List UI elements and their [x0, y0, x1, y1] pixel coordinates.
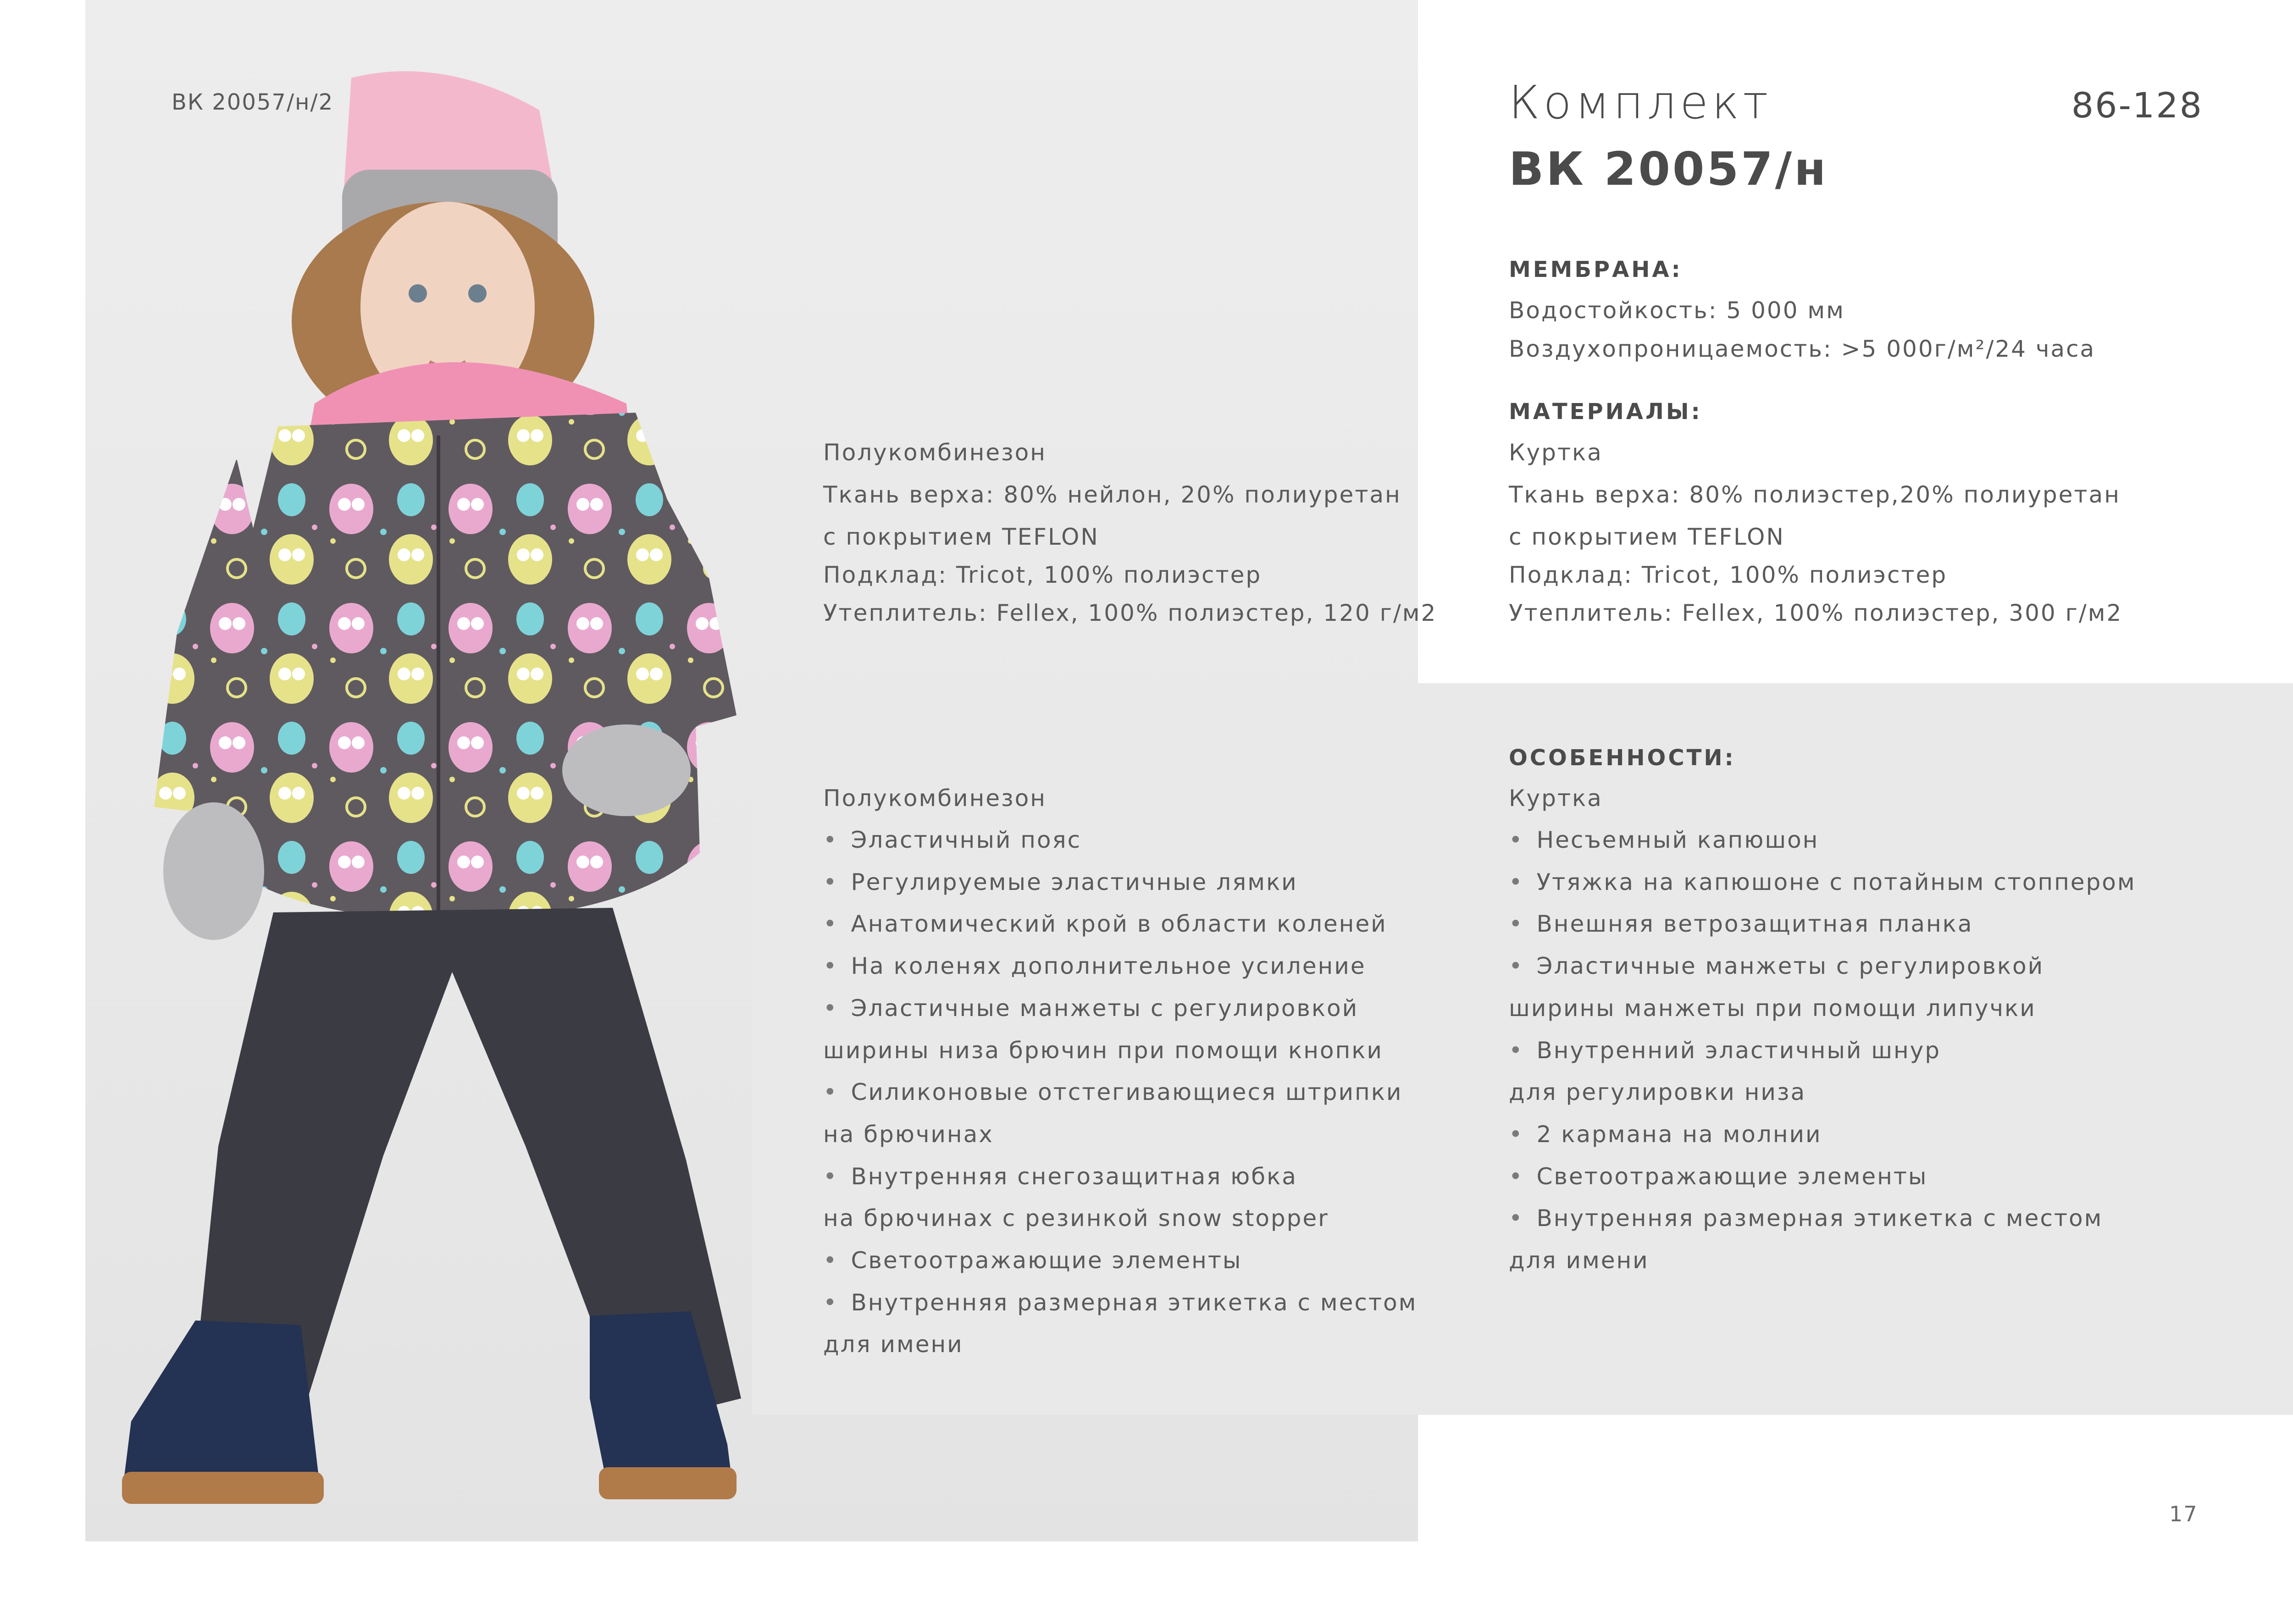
feature-item: для имени: [823, 1331, 964, 1358]
feature-item: • На коленях дополнительное усиление: [823, 953, 1366, 979]
materials-overalls-line: Ткань верха: 80% нейлон, 20% полиуретан: [823, 481, 1401, 508]
feature-item: на брючинах с резинкой snow stopper: [823, 1205, 1329, 1232]
materials-heading: МАТЕРИАЛЫ:: [1509, 399, 1702, 425]
feature-item: ширины низа брючин при помощи кнопки: [823, 1037, 1383, 1064]
feature-item: • Внутренняя снегозащитная юбка: [823, 1163, 1297, 1190]
page-number: 17: [2169, 1502, 2198, 1526]
feature-item: • Светоотражающие элементы: [1509, 1163, 1927, 1190]
materials-overalls-line: Полукомбинезон: [823, 439, 1047, 466]
features-overalls-title: Полукомбинезон: [823, 785, 1047, 812]
feature-item: • Утяжка на капюшоне с потайным стоппером: [1509, 869, 2136, 895]
materials-jacket-line: с покрытием TEFLON: [1509, 524, 1785, 550]
feature-item: • Регулируемые эластичные лямки: [823, 869, 1298, 895]
membrane-heading: МЕМБРАНА:: [1509, 257, 1683, 282]
feature-item: ширины манжеты при помощи липучки: [1509, 994, 2036, 1022]
features-heading: ОСОБЕННОСТИ:: [1509, 745, 1736, 771]
feature-item: • Несъемный капюшон: [1509, 827, 1819, 853]
article-code: ВК 20057/н/2: [172, 89, 334, 115]
materials-overalls-line: Подклад: Tricot, 100% полиэстер: [823, 562, 1262, 588]
materials-jacket-line: Утеплитель: Fellex, 100% полиэстер, 300 г/м2: [1509, 600, 2123, 626]
feature-item: • Внутренняя размерная этикетка с местом: [823, 1289, 1417, 1316]
feature-item: для регулировки низа: [1509, 1079, 1806, 1106]
materials-overalls-line: Утеплитель: Fellex, 100% полиэстер, 120 г/м2: [823, 600, 1437, 626]
materials-jacket-line: Подклад: Tricot, 100% полиэстер: [1509, 562, 1948, 588]
feature-item: • Внутренняя размерная этикетка с местом: [1509, 1205, 2103, 1232]
feature-item: • Светоотражающие элементы: [823, 1247, 1242, 1274]
feature-item: • Анатомический крой в области коленей: [823, 911, 1387, 937]
feature-item: на брючинах: [823, 1121, 994, 1148]
feature-item: • Эластичный пояс: [823, 827, 1081, 853]
features-jacket-title: Куртка: [1509, 785, 1603, 812]
materials-overalls-line: с покрытием TEFLON: [823, 524, 1099, 550]
feature-item: • Эластичные манжеты с регулировкой: [823, 995, 1358, 1022]
membrane-line: Воздухопроницаемость: >5 000г/м²/24 часа: [1509, 336, 2096, 362]
feature-item: для имени: [1509, 1247, 1649, 1274]
feature-item: • 2 кармана на молнии: [1509, 1121, 1822, 1148]
size-range: 86-128: [2071, 85, 2203, 126]
product-code: ВК 20057/н: [1509, 142, 1828, 196]
feature-item: • Внутренний эластичный шнур: [1509, 1037, 1941, 1064]
feature-item: • Эластичные манжеты с регулировкой: [1509, 953, 2044, 979]
feature-item: • Силиконовые отстегивающиеся штрипки: [823, 1079, 1402, 1105]
membrane-line: Водостойкость: 5 000 мм: [1509, 297, 1845, 324]
page-title: Комплект: [1509, 76, 1772, 129]
feature-item: • Внешняя ветрозащитная планка: [1509, 911, 1973, 937]
materials-jacket-line: Ткань верха: 80% полиэстер,20% полиуретан: [1509, 481, 2121, 508]
materials-jacket-line: Куртка: [1509, 439, 1603, 466]
